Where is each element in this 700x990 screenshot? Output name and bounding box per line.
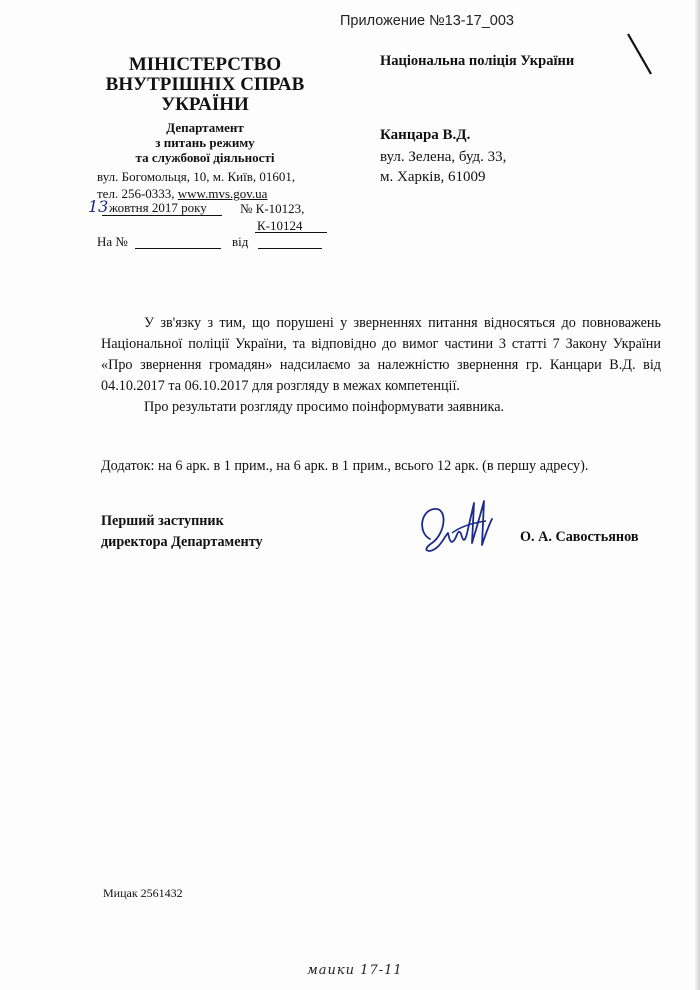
number-underline: [255, 232, 327, 233]
outgoing-number-first: № К-10123,: [240, 201, 305, 216]
recipient-organization: Національна поліція України: [380, 53, 575, 69]
recipient-address-line: м. Харків, 61009: [380, 169, 486, 185]
letter-date: жовтня 2017 року: [109, 200, 207, 215]
attachment-line: Додаток: на 6 арк. в 1 прим., на 6 арк. в 1 прим., всього 12 арк. (в першу адресу).: [101, 458, 589, 474]
handwritten-day: 13: [88, 197, 109, 216]
sender-website-link[interactable]: www.mvs.gov.ua: [177, 186, 268, 201]
ministry-line: УКРАЇНИ: [161, 94, 249, 115]
sender-phone: тел. 256-0333,: [97, 186, 175, 201]
department-name: [100, 120, 310, 165]
attachment-annotation: Приложение №13-17_003: [340, 13, 514, 29]
department-line: Департамент: [166, 120, 244, 135]
reply-number-blank: [135, 248, 221, 249]
reply-date-blank: [258, 248, 322, 249]
letter-body: [101, 313, 661, 418]
body-paragraph: У зв'язку з тим, що порушені у зверненнях питання відносяться до повноважень Національної поліції України, та відповідно до вимог частини 3 статті 7 Закону України «Про звернення громадян» надсилаємо за належністю звернення гр. Канцари В.Д. від 04.10.2017 та 06.10.2017 для розгляду в межах компетенції.: [101, 315, 661, 394]
department-line: та службової діяльності: [135, 150, 275, 165]
reply-date-label: від: [232, 234, 249, 249]
recipient-name: Канцара В.Д.: [380, 127, 471, 143]
signer-position: [101, 511, 263, 553]
signer-name: О. А. Савостьянов: [520, 529, 639, 545]
pen-slash-mark: [625, 30, 655, 78]
outgoing-number-second: К-10124: [257, 218, 303, 233]
ministry-name: [100, 55, 310, 115]
body-paragraph: Про результати розгляду просимо поінформувати заявника.: [144, 399, 505, 415]
recipient-address-line: вул. Зелена, буд. 33,: [380, 149, 507, 165]
ministry-line: МІНІСТЕРСТВО: [128, 54, 282, 75]
sender-address: [97, 168, 295, 202]
handwritten-footer-note: маики 17-11: [307, 963, 403, 978]
date-underline: [102, 215, 222, 216]
signer-position-line: директора Департаменту: [101, 534, 263, 550]
outgoing-number: [240, 200, 304, 234]
executor-contact: Мицак 2561432: [103, 886, 183, 900]
recipient-address: [380, 147, 506, 187]
ministry-line: ВНУТРІШНІХ СПРАВ: [105, 74, 305, 95]
scan-edge-shadow: [694, 0, 700, 990]
handwritten-signature: [412, 493, 512, 563]
sender-street: вул. Богомольця, 10, м. Київ, 01601,: [97, 169, 296, 184]
department-line: з питань режиму: [155, 135, 255, 150]
reply-to-label: На №: [97, 234, 128, 249]
signer-position-line: Перший заступник: [101, 513, 224, 529]
